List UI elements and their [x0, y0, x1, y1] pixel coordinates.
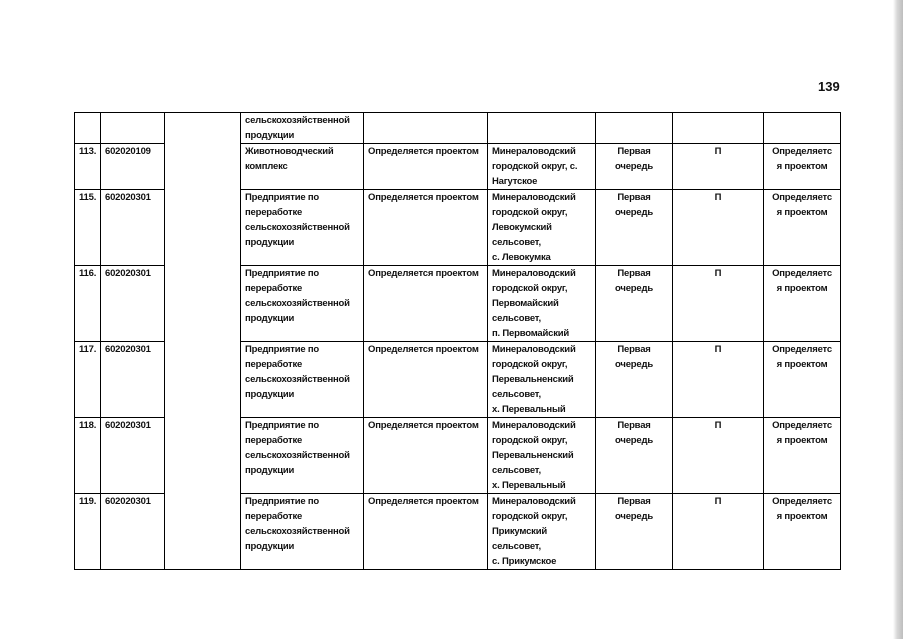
- cell-capacity: Определяется проектом: [364, 342, 488, 418]
- cell-name: Предприятие по переработке сельскохозяйственной продукции: [241, 494, 364, 570]
- cell-code: [101, 113, 165, 144]
- cell-zone: Определяетс я проектом: [764, 342, 841, 418]
- cell-merged-column: [165, 113, 241, 570]
- cell-status: П: [673, 418, 764, 494]
- cell-name: Животноводческий комплекс: [241, 144, 364, 190]
- cell-stage: Первая очередь: [596, 144, 673, 190]
- cell-capacity: Определяется проектом: [364, 190, 488, 266]
- cell-code: 602020301: [101, 418, 165, 494]
- cell-status: П: [673, 494, 764, 570]
- cell-stage: Первая очередь: [596, 266, 673, 342]
- cell-zone: Определяетс я проектом: [764, 144, 841, 190]
- cell-status: [673, 113, 764, 144]
- cell-status: П: [673, 342, 764, 418]
- cell-stage: Первая очередь: [596, 342, 673, 418]
- cell-zone: Определяетс я проектом: [764, 266, 841, 342]
- cell-code: 602020109: [101, 144, 165, 190]
- objects-table: [74, 112, 841, 570]
- cell-num: 119.: [75, 494, 101, 570]
- table-body: [75, 113, 841, 570]
- cell-zone: Определяетс я проектом: [764, 190, 841, 266]
- cell-location: Минераловодский городской округ, Левокумский сельсовет, с. Левокумка: [488, 190, 596, 266]
- cell-num: 118.: [75, 418, 101, 494]
- cell-num: 117.: [75, 342, 101, 418]
- cell-num: 113.: [75, 144, 101, 190]
- cell-capacity: [364, 113, 488, 144]
- table-row-continued: [75, 113, 841, 144]
- cell-name: Предприятие по переработке сельскохозяйственной продукции: [241, 342, 364, 418]
- page-edge-shadow: [893, 0, 903, 639]
- cell-num: 115.: [75, 190, 101, 266]
- cell-code: 602020301: [101, 266, 165, 342]
- cell-zone: Определяетс я проектом: [764, 494, 841, 570]
- cell-name: Предприятие по переработке сельскохозяйственной продукции: [241, 190, 364, 266]
- cell-zone: Определяетс я проектом: [764, 418, 841, 494]
- cell-capacity: Определяется проектом: [364, 418, 488, 494]
- cell-location: [488, 113, 596, 144]
- cell-zone: [764, 113, 841, 144]
- cell-status: П: [673, 144, 764, 190]
- cell-name: сельскохозяйственной продукции: [241, 113, 364, 144]
- cell-stage: Первая очередь: [596, 190, 673, 266]
- cell-stage: [596, 113, 673, 144]
- cell-status: П: [673, 190, 764, 266]
- cell-location: Минераловодский городской округ, с. Нагутское: [488, 144, 596, 190]
- cell-capacity: Определяется проектом: [364, 266, 488, 342]
- cell-num: 116.: [75, 266, 101, 342]
- cell-location: Минераловодский городской округ, Перевальненский сельсовет, х. Перевальный: [488, 418, 596, 494]
- cell-code: 602020301: [101, 190, 165, 266]
- cell-name: Предприятие по переработке сельскохозяйственной продукции: [241, 266, 364, 342]
- cell-num: [75, 113, 101, 144]
- cell-stage: Первая очередь: [596, 494, 673, 570]
- cell-code: 602020301: [101, 494, 165, 570]
- cell-stage: Первая очередь: [596, 418, 673, 494]
- cell-name: Предприятие по переработке сельскохозяйственной продукции: [241, 418, 364, 494]
- cell-status: П: [673, 266, 764, 342]
- cell-location: Минераловодский городской округ, Перевальненский сельсовет, х. Перевальный: [488, 342, 596, 418]
- cell-location: Минераловодский городской округ, Прикумский сельсовет, с. Прикумское: [488, 494, 596, 570]
- cell-location: Минераловодский городской округ, Первомайский сельсовет, п. Первомайский: [488, 266, 596, 342]
- cell-capacity: Определяется проектом: [364, 494, 488, 570]
- cell-capacity: Определяется проектом: [364, 144, 488, 190]
- cell-code: 602020301: [101, 342, 165, 418]
- page-number: 139: [818, 79, 840, 94]
